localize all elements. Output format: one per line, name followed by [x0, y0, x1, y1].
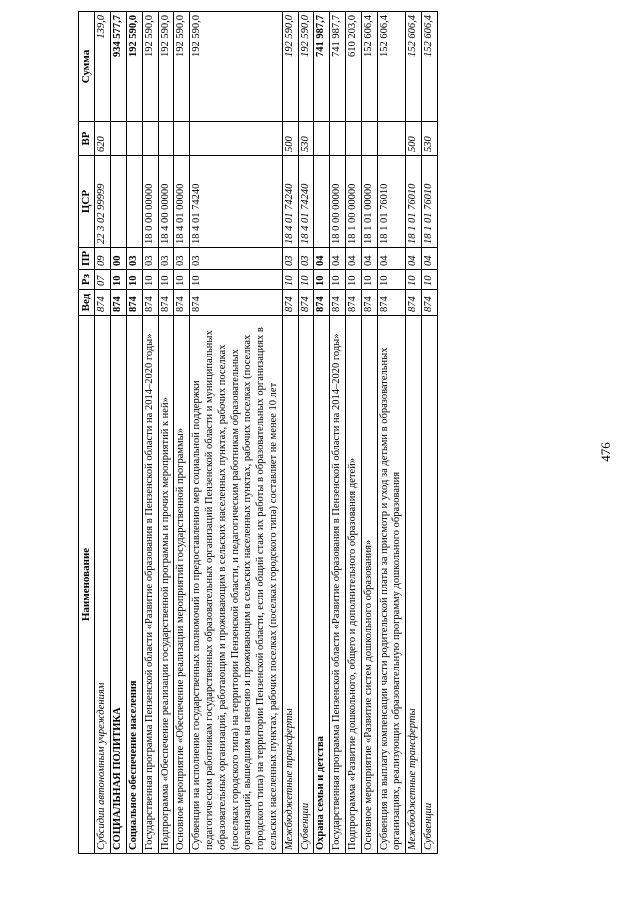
- header-pr: ПР: [79, 248, 95, 270]
- row-sum-cell: 610 203,0: [345, 12, 361, 122]
- rotated-page-content: [78, 12, 640, 854]
- row-vr-cell: [190, 122, 283, 156]
- table-row: [345, 12, 361, 854]
- row-ved-cell: 874: [282, 290, 298, 316]
- row-name-cell: Государственная программа Пензенской области «Развитие образования в Пензенской области на 2014–2020 годы»: [330, 316, 346, 854]
- table-row: [361, 12, 377, 854]
- row-ved-cell: 874: [361, 290, 377, 316]
- table-row: [111, 12, 127, 854]
- header-vr: ВР: [79, 122, 95, 156]
- row-sum-cell: 192 590,0: [298, 12, 314, 122]
- budget-table: [78, 11, 438, 854]
- row-name-cell: Охрана семьи и детства: [314, 316, 330, 854]
- table-body: [95, 12, 437, 854]
- row-pr-cell: 04: [406, 248, 422, 270]
- row-ved-cell: 874: [345, 290, 361, 316]
- row-vr-cell: [361, 122, 377, 156]
- row-ved-cell: 874: [111, 290, 127, 316]
- row-pr-cell: 03: [142, 248, 158, 270]
- row-name-cell: Межбюджетные трансферты: [406, 316, 422, 854]
- table-row: [127, 12, 143, 854]
- page-number: 476: [598, 442, 613, 462]
- row-ved-cell: 874: [298, 290, 314, 316]
- table-row: [190, 12, 283, 854]
- row-name-cell: Субвенция на выплату компенсации части родительской платы за присмотр и уход за детьми в образовательных организациях, реализующих образовательную программу дошкольного образования: [377, 316, 406, 854]
- row-ved-cell: 874: [142, 290, 158, 316]
- row-sum-cell: 192 590,0: [190, 12, 283, 122]
- table-row: [314, 12, 330, 854]
- table-row: [158, 12, 174, 854]
- row-sum-cell: 152 606,4: [406, 12, 422, 122]
- row-csr-cell: 18 1 01 00000: [361, 156, 377, 248]
- row-pr-cell: 03: [282, 248, 298, 270]
- row-csr-cell: 18 1 01 76010: [406, 156, 422, 248]
- row-ved-cell: 874: [314, 290, 330, 316]
- row-name-cell: Государственная программа Пензенской области «Развитие образования в Пензенской области на 2014–2020 годы»: [142, 316, 158, 854]
- row-pr-cell: 03: [190, 248, 283, 270]
- row-pr-cell: 04: [361, 248, 377, 270]
- row-name-cell: Субвенции: [421, 316, 437, 854]
- row-pr-cell: 04: [314, 248, 330, 270]
- row-csr-cell: [127, 156, 143, 248]
- row-csr-cell: 18 4 00 00000: [158, 156, 174, 248]
- table-row: [95, 12, 111, 854]
- row-name-cell: Межбюджетные трансферты: [282, 316, 298, 854]
- row-ved-cell: 874: [127, 290, 143, 316]
- header-csr: ЦСР: [79, 156, 95, 248]
- row-rz-cell: 10: [314, 270, 330, 290]
- row-csr-cell: 18 0 00 00000: [330, 156, 346, 248]
- row-name-cell: СОЦИАЛЬНАЯ ПОЛИТИКА: [111, 316, 127, 854]
- row-name-cell: Основное мероприятие «Развитие систем дошкольного образования»: [361, 316, 377, 854]
- row-vr-cell: [330, 122, 346, 156]
- row-csr-cell: 22 3 02 99999: [95, 156, 111, 248]
- table-row: [406, 12, 422, 854]
- row-ved-cell: 874: [190, 290, 283, 316]
- row-pr-cell: 04: [330, 248, 346, 270]
- table-row: [421, 12, 437, 854]
- row-name-cell: Основное мероприятие «Обеспечение реализации мероприятий государственной программы»: [174, 316, 190, 854]
- row-pr-cell: 03: [127, 248, 143, 270]
- table-row: [377, 12, 406, 854]
- row-csr-cell: 18 4 01 74240: [282, 156, 298, 248]
- row-name-cell: Социальное обеспечение населения: [127, 316, 143, 854]
- row-pr-cell: 04: [421, 248, 437, 270]
- row-csr-cell: 18 1 00 00000: [345, 156, 361, 248]
- row-csr-cell: 18 1 01 76010: [421, 156, 437, 248]
- row-name-cell: Субвенции на исполнение государственных полномочий по предоставлению мер социальной поддержки педагогическим работникам государственных образовательных организаций Пензенской области и муниципальных образовательных организаций, работающим и проживающим в сельских населенных пунктах, рабочих поселках (поселках городского типа) на территории Пензенской области, и педагогическим работникам образовательных организаций, вышедшим на пенсию и проживающим в сельских населенных пунктах, рабочих поселках (поселках городского типа) на территории Пензенской области, если общий стаж их работы в образовательных организациях в сельских населенных пунктах, рабочих поселках (поселках городского типа) составляет не менее 10 лет: [190, 316, 283, 854]
- table-header-row: [79, 12, 95, 854]
- row-sum-cell: 192 590,0: [142, 12, 158, 122]
- row-rz-cell: 10: [377, 270, 406, 290]
- row-vr-cell: 500: [282, 122, 298, 156]
- row-vr-cell: [142, 122, 158, 156]
- row-pr-cell: 04: [377, 248, 406, 270]
- row-rz-cell: 10: [421, 270, 437, 290]
- table-row: [298, 12, 314, 854]
- row-vr-cell: [111, 122, 127, 156]
- row-rz-cell: 10: [127, 270, 143, 290]
- row-sum-cell: 934 577,7: [111, 12, 127, 122]
- header-name: Наименование: [79, 316, 95, 854]
- row-rz-cell: 10: [111, 270, 127, 290]
- row-vr-cell: [314, 122, 330, 156]
- row-rz-cell: 10: [174, 270, 190, 290]
- row-sum-cell: 192 590,0: [158, 12, 174, 122]
- row-ved-cell: 874: [174, 290, 190, 316]
- row-ved-cell: 874: [421, 290, 437, 316]
- row-sum-cell: 152 606,4: [377, 12, 406, 122]
- row-csr-cell: 18 1 01 76010: [377, 156, 406, 248]
- row-rz-cell: 10: [190, 270, 283, 290]
- table-row: [330, 12, 346, 854]
- row-csr-cell: [314, 156, 330, 248]
- row-csr-cell: 18 4 01 00000: [174, 156, 190, 248]
- row-rz-cell: 10: [282, 270, 298, 290]
- row-ved-cell: 874: [406, 290, 422, 316]
- row-vr-cell: [345, 122, 361, 156]
- row-sum-cell: 139,0: [95, 12, 111, 122]
- row-vr-cell: [127, 122, 143, 156]
- row-pr-cell: 03: [174, 248, 190, 270]
- row-vr-cell: [174, 122, 190, 156]
- row-sum-cell: 192 590,0: [282, 12, 298, 122]
- header-sum: Сумма: [79, 12, 95, 122]
- row-ved-cell: 874: [95, 290, 111, 316]
- row-csr-cell: 18 4 01 74240: [298, 156, 314, 248]
- row-ved-cell: 874: [330, 290, 346, 316]
- row-pr-cell: 00: [111, 248, 127, 270]
- row-pr-cell: 04: [345, 248, 361, 270]
- row-rz-cell: 07: [95, 270, 111, 290]
- row-rz-cell: 10: [298, 270, 314, 290]
- row-rz-cell: 10: [345, 270, 361, 290]
- row-name-cell: Субсидии автономным учреждениям: [95, 316, 111, 854]
- row-rz-cell: 10: [361, 270, 377, 290]
- row-csr-cell: 18 0 00 00000: [142, 156, 158, 248]
- row-csr-cell: [111, 156, 127, 248]
- table-row: [282, 12, 298, 854]
- row-name-cell: Субвенции: [298, 316, 314, 854]
- row-pr-cell: 03: [158, 248, 174, 270]
- row-ved-cell: 874: [377, 290, 406, 316]
- row-vr-cell: 500: [406, 122, 422, 156]
- row-name-cell: Подпрограмма «Развитие дошкольного, общего и дополнительного образования детей»: [345, 316, 361, 854]
- row-sum-cell: 152 606,4: [361, 12, 377, 122]
- row-vr-cell: 620: [95, 122, 111, 156]
- row-sum-cell: 152 606,4: [421, 12, 437, 122]
- table-row: [174, 12, 190, 854]
- row-rz-cell: 10: [406, 270, 422, 290]
- row-sum-cell: 741 987,7: [314, 12, 330, 122]
- row-sum-cell: 192 590,0: [127, 12, 143, 122]
- row-sum-cell: 192 590,0: [174, 12, 190, 122]
- row-ved-cell: 874: [158, 290, 174, 316]
- header-ved: Вед: [79, 290, 95, 316]
- table-row: [142, 12, 158, 854]
- row-vr-cell: 530: [298, 122, 314, 156]
- row-rz-cell: 10: [142, 270, 158, 290]
- header-rz: Рз: [79, 270, 95, 290]
- row-pr-cell: 09: [95, 248, 111, 270]
- row-csr-cell: 18 4 01 74240: [190, 156, 283, 248]
- row-vr-cell: [158, 122, 174, 156]
- row-rz-cell: 10: [158, 270, 174, 290]
- row-sum-cell: 741 987,7: [330, 12, 346, 122]
- row-rz-cell: 10: [330, 270, 346, 290]
- row-name-cell: Подпрограмма «Обеспечение реализации государственной программы и прочих мероприятий к ней»: [158, 316, 174, 854]
- row-vr-cell: [377, 122, 406, 156]
- row-pr-cell: 03: [298, 248, 314, 270]
- row-vr-cell: 530: [421, 122, 437, 156]
